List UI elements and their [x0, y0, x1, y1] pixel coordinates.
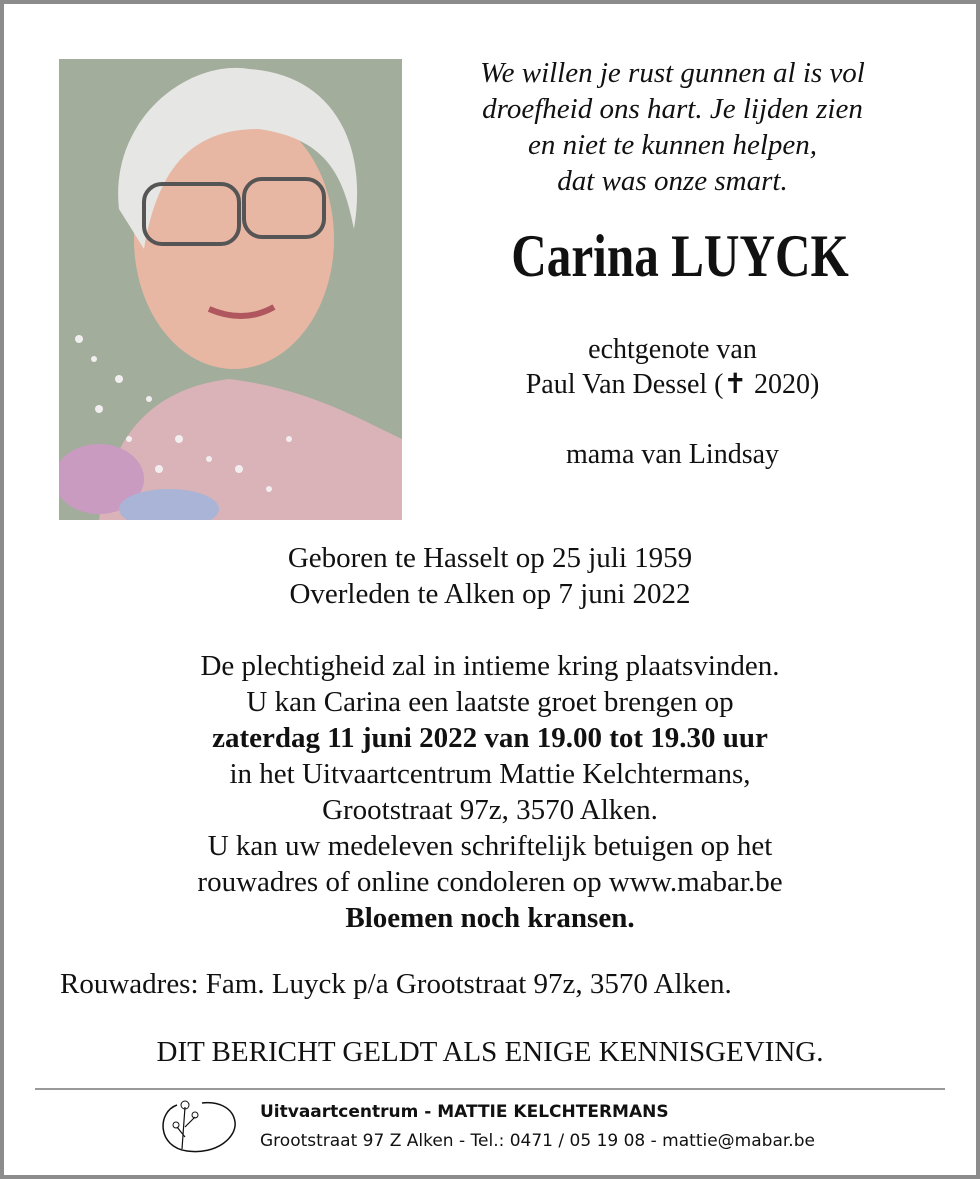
- poem-line: droefheid ons hart. Je lijden zien: [482, 93, 863, 125]
- mourning-address: Rouwadres: Fam. Luyck p/a Grootstraat 97z, 3570 Alken.: [60, 968, 732, 1000]
- divider: [35, 1088, 945, 1090]
- death-info: Overleden te Alken op 7 juni 2022: [289, 578, 691, 610]
- ceremony-line: in het Uitvaartcentrum Mattie Kelchtermans,: [229, 758, 751, 790]
- notice-body: [0, 540, 980, 936]
- notice-statement: DIT BERICHT GELDT ALS ENIGE KENNISGEVING.: [156, 1036, 824, 1068]
- funeral-home-logo-icon: [157, 1097, 239, 1155]
- funeral-home-name: Uitvaartcentrum - MATTIE KELCHTERMANS: [260, 1102, 669, 1122]
- portrait-photo: [59, 59, 402, 520]
- flowers-note: Bloemen noch kransen.: [345, 902, 635, 934]
- deceased-name: Carina LUYCK: [511, 223, 849, 289]
- spouse-name: Paul Van Dessel (✝ 2020): [525, 369, 820, 400]
- ceremony-line: Grootstraat 97z, 3570 Alken.: [322, 794, 658, 826]
- poem-line: en niet te kunnen helpen,: [527, 129, 818, 161]
- ceremony-date: zaterdag 11 juni 2022 van 19.00 tot 19.30 uur: [212, 722, 768, 754]
- ceremony-line: U kan uw medeleven schriftelijk betuigen op het: [207, 830, 773, 862]
- funeral-home-contact: Grootstraat 97 Z Alken - Tel.: 0471 / 05 19 08 - mattie@mabar.be: [260, 1131, 815, 1151]
- poem-line: dat was onze smart.: [557, 165, 788, 197]
- birth-info: Geboren te Hasselt op 25 juli 1959: [287, 542, 693, 574]
- spouse-label: echtgenote van: [588, 334, 757, 365]
- ceremony-line: rouwadres of online condoleren op www.mabar.be: [197, 866, 783, 898]
- ceremony-line: De plechtigheid zal in intieme kring plaatsvinden.: [200, 650, 780, 682]
- children: mama van Lindsay: [565, 439, 780, 470]
- poem: [420, 55, 925, 199]
- poem-line: We willen je rust gunnen al is vol: [480, 57, 865, 89]
- ceremony-line: U kan Carina een laatste groet brengen op: [246, 686, 734, 718]
